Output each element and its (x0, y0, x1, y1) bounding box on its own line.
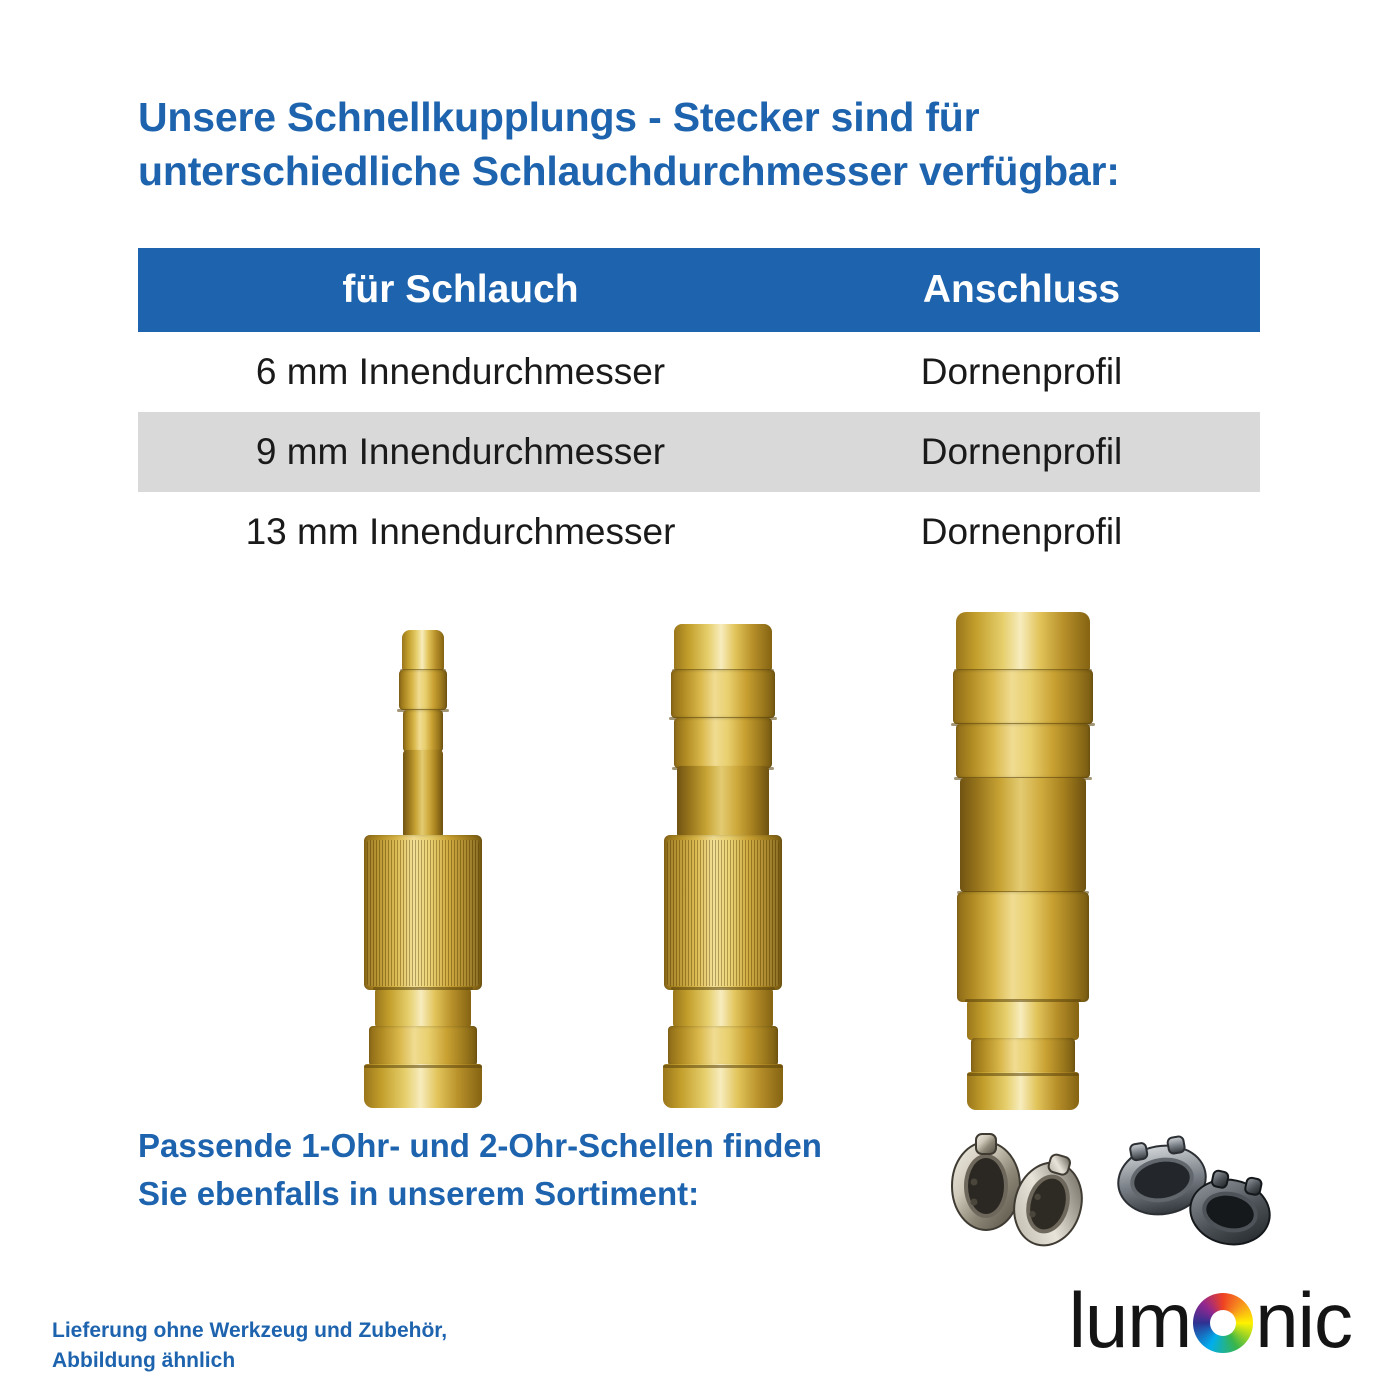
brand-logo (1069, 1275, 1352, 1366)
cell-anschluss: Dornenprofil (920, 431, 1123, 472)
cell-schlauch: 13 mm Innendurchmesser (245, 511, 676, 552)
table-row (138, 412, 1260, 492)
table-row (138, 492, 1260, 572)
cell-anschluss: Dornenprofil (920, 511, 1123, 552)
product-images (138, 600, 1260, 1110)
brass-plug-9mm (628, 625, 818, 1110)
one-ear-clamp-a (952, 1134, 1020, 1230)
brass-plug-13mm (918, 610, 1128, 1110)
brass-plug-6mm (338, 630, 508, 1110)
table-header-row (138, 248, 1260, 332)
one-ear-clamp-b (1005, 1147, 1094, 1254)
page-title: Unsere Schnellkupplungs - Stecker sind für unterschiedliche Schlauchdurchmesser verfügbar: (138, 94, 1120, 195)
hose-clamps-image (930, 1120, 1290, 1260)
logo-text-part2: nic (1255, 1276, 1352, 1364)
column-header-schlauch: für Schlauch (342, 268, 579, 311)
promo-line-1: Passende 1-Ohr- und 2-Ohr-Schellen finden (138, 1127, 822, 1164)
table-row (138, 332, 1260, 412)
cell-schlauch: 9 mm Innendurchmesser (255, 431, 666, 472)
clamps-svg (930, 1120, 1290, 1260)
cell-schlauch: 6 mm Innendurchmesser (255, 351, 666, 392)
specs-table (138, 248, 1260, 572)
logo-rainbow-o-icon (1193, 1293, 1253, 1353)
cell-anschluss: Dornenprofil (920, 351, 1123, 392)
promo-text (138, 1122, 968, 1218)
footer-line-1: Lieferung ohne Werkzeug und Zubehör, (52, 1319, 448, 1342)
logo-text-part1: lum (1068, 1276, 1192, 1364)
footer-line-2: Abbildung ähnlich (52, 1349, 236, 1373)
footer-disclaimer (52, 1316, 612, 1377)
column-header-anschluss: Anschluss (922, 268, 1121, 311)
promo-line-2: Sie ebenfalls in unserem Sortiment: (138, 1174, 700, 1212)
